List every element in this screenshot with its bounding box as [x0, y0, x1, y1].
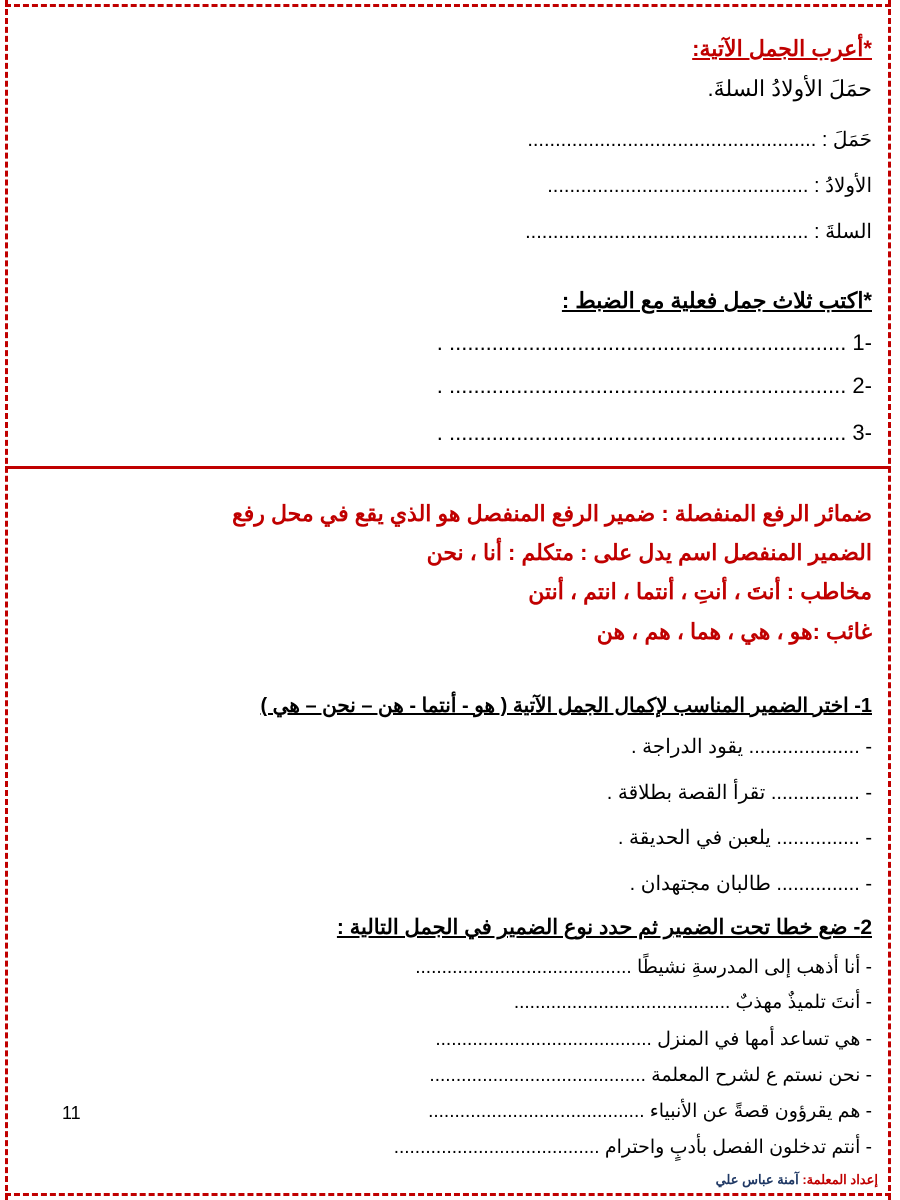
credit-name: آمنة عباس علي [715, 1172, 799, 1187]
exercise2-title: 2- ضع خطا تحت الضمير ثم حدد نوع الضمير في الجمل التالية : [336, 916, 872, 939]
write-sentences-heading: *اكتب ثلاث جمل فعلية مع الضبط : [561, 288, 872, 313]
exercise1-item: - ............... طالبان مجتهدان . [629, 873, 872, 895]
exercise2-item: - هي تساعد أمها في المنزل ......................................... [435, 1029, 872, 1050]
frame-border-top [5, 4, 891, 7]
author-credit [716, 1172, 878, 1188]
write-sentence-line: -3 ................................................................. . [436, 420, 872, 445]
rule-line: ضمائر الرفع المنفصلة : ضمير الرفع المنفصل هو الذي يقع في محل رفع [232, 501, 872, 526]
frame-border-left [5, 0, 8, 1200]
write-sentence-line: -2 ................................................................. . [436, 373, 872, 398]
write-sentence-line: -1 ................................................................. . [436, 330, 872, 355]
section-divider [5, 466, 891, 469]
exercise2-item: - أنتَ تلميذٌ مهذبٌ ......................................... [513, 992, 872, 1013]
exercise1-item: - ................ تقرأ القصة بطلاقة . [606, 782, 872, 804]
rule-line: غائب :هو ، هي ، هما ، هم ، هن [596, 619, 872, 644]
exercise1-title: 1- اختر الضمير المناسب لإكمال الجمل الآتية ( هو - أنتما - هن – نحن – هي ) [260, 695, 872, 717]
parse-item: الأولادُ : ............................................... [547, 175, 872, 197]
exercise1-item: - .................... يقود الدراجة . [631, 736, 872, 758]
exercise2-item: - نحن نستم ع لشرح المعلمة ......................................... [429, 1065, 872, 1086]
rule-line: مخاطب : أنتَ ، أنتِ ، أنتما ، انتم ، أنتن [528, 579, 872, 604]
exercise2-item: - هم يقرؤون قصةً عن الأنبياء ......................................... [428, 1101, 872, 1122]
rule-line: الضمير المنفصل اسم يدل على : متكلم : أنا ، نحن [426, 540, 872, 565]
exercise2-item: - أنتم تدخلون الفصل بأدبٍ واحترام ....................................... [393, 1137, 872, 1158]
frame-border-bottom [5, 1193, 891, 1196]
exercise1-item: - ............... يلعبن في الحديقة . [617, 827, 872, 849]
parse-sentence: حمَلَ الأولادُ السلةَ. [707, 76, 872, 101]
parse-item: السلةَ : ................................................... [525, 221, 872, 243]
exercise2-item: - أنا أذهب إلى المدرسةِ نشيطًا ......................................... [415, 957, 872, 978]
credit-label: إعداد المعلمة: [802, 1172, 878, 1187]
page-number: 11 [62, 1103, 81, 1123]
parse-heading: *أعرب الجمل الآتية: [692, 36, 872, 61]
frame-border-right [888, 0, 891, 1200]
parse-item: حَمَلَ : .................................................... [527, 129, 872, 151]
